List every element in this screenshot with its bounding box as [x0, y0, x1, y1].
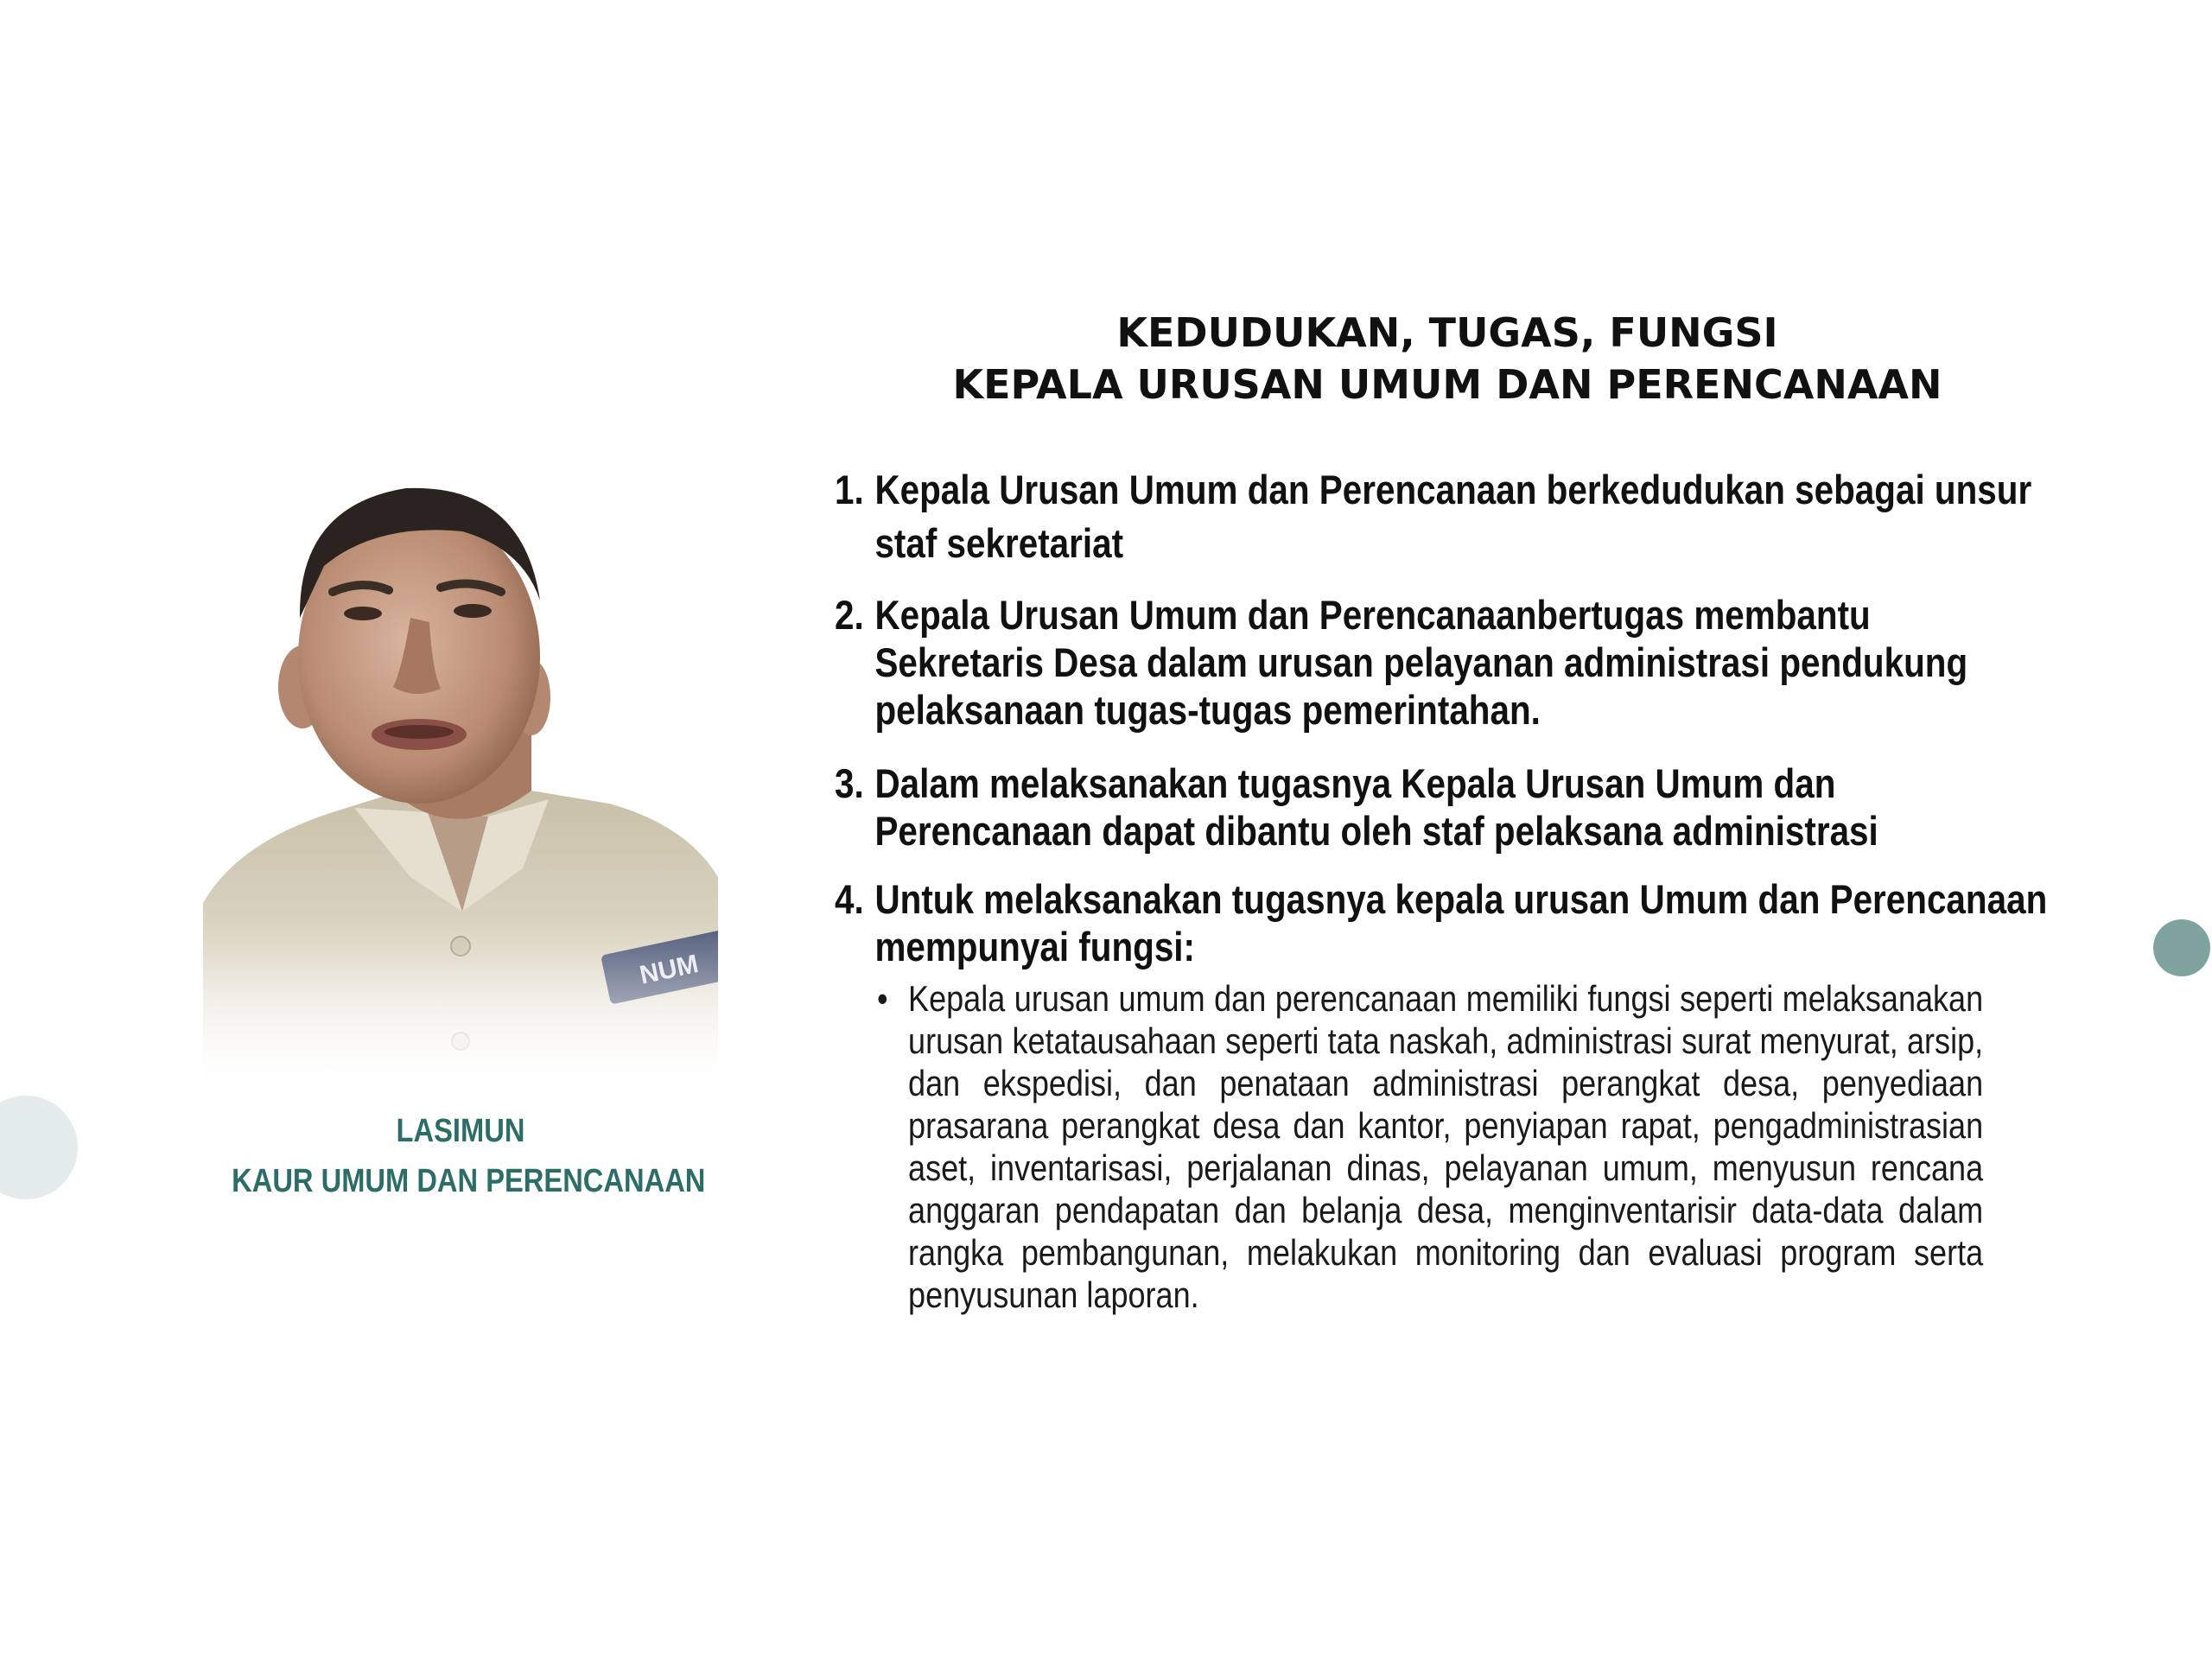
item-line: Perencanaan dapat dibantu oleh staf pelaksana administrasi	[874, 808, 1878, 854]
portrait-photo	[203, 471, 718, 1095]
item-line: Kepala Urusan Umum dan Perencanaanbertugas membantu	[874, 592, 1871, 638]
list-item	[835, 760, 2024, 855]
item-number: 4.	[835, 876, 864, 922]
list-item	[835, 875, 2048, 970]
list-item	[835, 591, 2024, 734]
item-number: 2.	[835, 592, 864, 638]
page-title	[830, 307, 2065, 410]
duty-list	[835, 463, 2212, 970]
item-line: Untuk melaksanakan tugasnya kepala urusan Umum dan Perencanaan	[874, 876, 2048, 922]
item-line: Kepala Urusan Umum dan Perencanaan berkedudukan sebagai unsur	[874, 467, 2032, 512]
list-item	[835, 463, 2032, 570]
item-line: mempunyai fungsi:	[874, 924, 1195, 969]
item-number: 3.	[835, 760, 864, 806]
function-bullet	[877, 977, 1989, 1316]
person-caption	[232, 1106, 706, 1206]
item-line: pelaksanaan tugas-tugas pemerintahan.	[874, 687, 1541, 733]
bullet-icon: •	[877, 978, 888, 1019]
item-line: staf sekretariat	[874, 520, 1124, 566]
person-name: LASIMUN	[396, 1113, 525, 1149]
decorative-circle-left	[0, 1096, 78, 1199]
item-line: Sekretaris Desa dalam urusan pelayanan administrasi pendukung	[874, 639, 1968, 685]
person-position: KAUR UMUM DAN PERENCANAAN	[232, 1163, 706, 1199]
item-number: 1.	[835, 467, 864, 512]
item-line: Dalam melaksanakan tugasnya Kepala Urusan Umum dan	[874, 760, 1836, 806]
title-line-1: KEDUDUKAN, TUGAS, FUNGSI	[1116, 309, 1778, 356]
function-text: Kepala urusan umum dan perencanaan memiliki fungsi seperti melaksanakan urusan ketatausahaan seperti tata naskah, administrasi surat menyurat, arsip, dan ekspedisi, dan penataan administrasi perangkat desa, penyediaan prasarana perangkat desa dan kantor, penyiapan rapat, pengadministrasian aset, inventarisasi, perjalanan dinas, pelayanan umum, menyusun rencana anggaran pendapatan dan belanja desa, menginventarisir data-data dalam rangka pembangunan, melakukan monitoring dan evaluasi program serta penyusunan laporan.	[908, 978, 1984, 1315]
title-line-2: KEPALA URUSAN UMUM DAN PERENCANAAN	[952, 361, 1942, 408]
